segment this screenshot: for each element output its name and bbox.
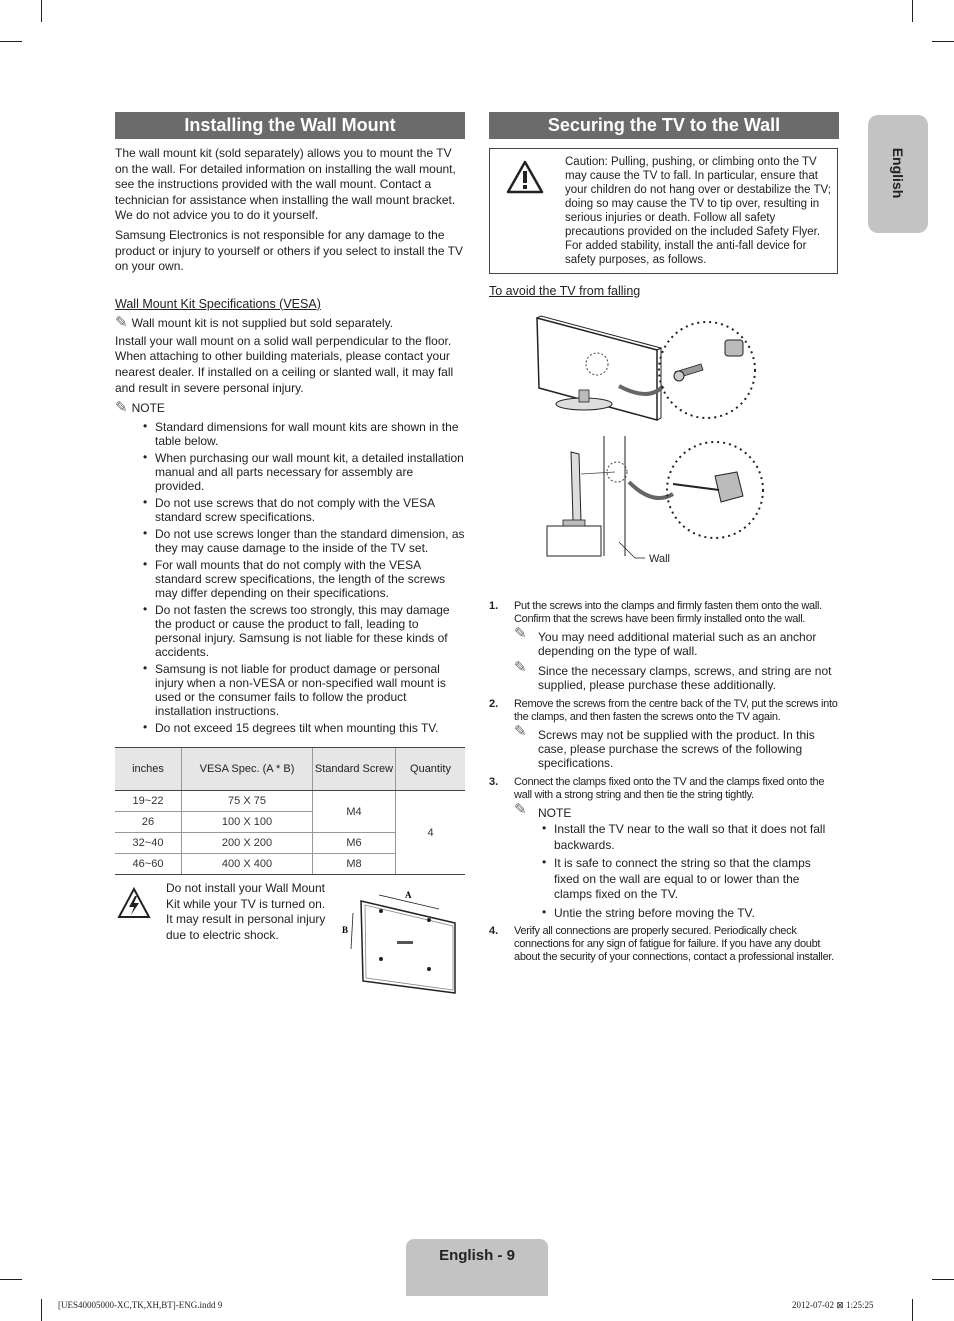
vesa-heading: Wall Mount Kit Specifications (VESA) [115, 296, 321, 311]
step-3-bullet-list [489, 822, 839, 921]
list-item: • Untie the string before moving the TV. [554, 906, 839, 922]
table-header: Standard Screw [313, 748, 396, 791]
avoid-falling-heading: To avoid the TV from falling [489, 284, 641, 298]
table-row: 32~40 200 X 200 M6 [115, 833, 465, 854]
right-column [489, 112, 839, 968]
language-tab: English [868, 115, 928, 233]
list-item: • Do not use screws that do not comply with the VESA standard screw specifications. [155, 496, 465, 524]
svg-text:B: B [342, 925, 349, 936]
install-paragraph: Install your wall mount on a solid wall perpendicular to the floor. When attaching to other building materials, please contact your nearest dealer. If installed on a ceiling or slanted wall, it may fall and result in severe personal injury. [115, 333, 454, 395]
step-4: 4. Verify all connections are properly secured. Periodically check connections for any sign of fatigue for failure. If you have any doubt about the security of your connections, contact a professional installer. [489, 925, 834, 963]
table-row: 46~60 400 X 400 M8 [115, 854, 465, 875]
pencil-note-icon: ✎ [115, 399, 128, 417]
step-1-note-1: ✎ You may need additional material such as an anchor depending on the type of wall. [514, 625, 817, 658]
shock-warning-text: Do not install your Wall Mount Kit while your TV is turned on. It may result in personal injury due to electric shock. [166, 881, 326, 942]
list-item: • It is safe to connect the string so that the clamps fixed on the wall are equal to or lower than the clamps fixed on the TV. [554, 856, 839, 903]
list-item: • Do not fasten the screws too strongly, this may damage the product or cause the product to fall, leading to personal injury. Samsung is not liable for these kinds of accidents. [155, 603, 465, 659]
list-item: • Install the TV near to the wall so that it does not fall backwards. [554, 822, 839, 853]
note-bullet-list [115, 420, 465, 735]
pencil-note-icon: ✎ [115, 313, 128, 331]
file-slug: [UES40005000-XC,TK,XH,BT]-ENG.indd 9 [58, 1300, 223, 1310]
wall-label: Wall [649, 553, 670, 565]
step-3-note-heading: ✎ NOTE [514, 801, 572, 820]
liability-paragraph: Samsung Electronics is not responsible for any damage to the product or injury to yourself or others if you select to install the TV on your own. [115, 227, 463, 274]
list-item: • Do not use screws longer than the standard dimension, as they may cause damage to the inside of the TV set. [155, 527, 465, 555]
caution-text: Caution: Pulling, pushing, or climbing onto the TV may cause the TV to fall. In particular, ensure that your children do not hang over or destabilize the TV; doing so may cause the TV to tip over, resulting in serious injuries or death. Follow all safety precautions provided on the included Safety Flyer. For added stability, install the anti-fall device for safety purposes, as follows. [565, 156, 831, 266]
vesa-spec-table [115, 747, 465, 875]
section-title-wall-mount: Installing the Wall Mount [115, 112, 465, 139]
pencil-note-icon: ✎ [514, 801, 527, 818]
list-item: • When purchasing our wall mount kit, a detailed installation manual and all parts necessary for assembly are provided. [155, 451, 465, 493]
caution-box [489, 148, 838, 274]
timestamp-slug: 2012-07-02 ⊠ 1:25:25 [792, 1300, 874, 1310]
step-2: 2. Remove the screws from the centre back of the TV, put the screws into the clamps, and then fasten the screws onto the TV again. [489, 698, 838, 723]
svg-text:A: A [405, 890, 412, 901]
pencil-note-icon: ✎ [514, 723, 527, 740]
note-heading: ✎ NOTE [115, 399, 165, 417]
vesa-note: ✎ Wall mount kit is not supplied but sold separately. [115, 313, 394, 331]
table-header: VESA Spec. (A * B) [182, 748, 313, 791]
anti-fall-illustration [489, 306, 839, 586]
table-row: 19~22 75 X 75 M4 4 [115, 791, 465, 812]
shock-warning-block [115, 881, 465, 1001]
step-1-note-2: ✎ Since the necessary clamps, screws, and string are not supplied, please purchase these additionally. [514, 659, 832, 692]
warning-triangle-icon [505, 159, 545, 195]
section-title-securing: Securing the TV to the Wall [489, 112, 839, 139]
left-column [115, 112, 465, 1001]
intro-paragraph: The wall mount kit (sold separately) allows you to mount the TV on the wall. For detailed information on installing the wall mount, see the instructions provided with the wall mount. Contact a technician for assistance when installing the wall mount bracket. We do not advice you to do it yourself. [115, 146, 456, 223]
list-item: • For wall mounts that do not comply with the VESA standard screw specifications, the length of the screws may differ depending on their specifications. [155, 558, 465, 600]
electric-shock-warning-icon [117, 887, 151, 919]
steps-list [489, 600, 839, 964]
list-item: • Standard dimensions for wall mount kits are shown in the table below. [155, 420, 465, 448]
list-item: • Samsung is not liable for product damage or personal injury when a non-VESA or non-specified wall mount is used or the consumer fails to follow the product installation instructions. [155, 662, 465, 718]
table-row: 26 100 X 100 [115, 812, 465, 833]
pencil-note-icon: ✎ [514, 659, 527, 676]
step-1: 1. Put the screws into the clamps and firmly fasten them onto the wall. Confirm that the screws have been firmly installed onto the wall. [489, 600, 822, 625]
table-header: inches [115, 748, 182, 791]
pencil-note-icon: ✎ [514, 625, 527, 642]
list-item: • Do not exceed 15 degrees tilt when mounting this TV. [155, 721, 465, 735]
step-2-note: ✎ Screws may not be supplied with the product. In this case, please purchase the screws of the following specifications. [514, 723, 815, 770]
step-3: 3. Connect the clamps fixed onto the TV and the clamps fixed onto the wall with a strong string and then tie the string tightly. [489, 776, 825, 801]
page-number-tab: English - 9 [406, 1239, 548, 1296]
table-header: Quantity [396, 748, 466, 791]
vesa-dimension-diagram [337, 889, 467, 999]
